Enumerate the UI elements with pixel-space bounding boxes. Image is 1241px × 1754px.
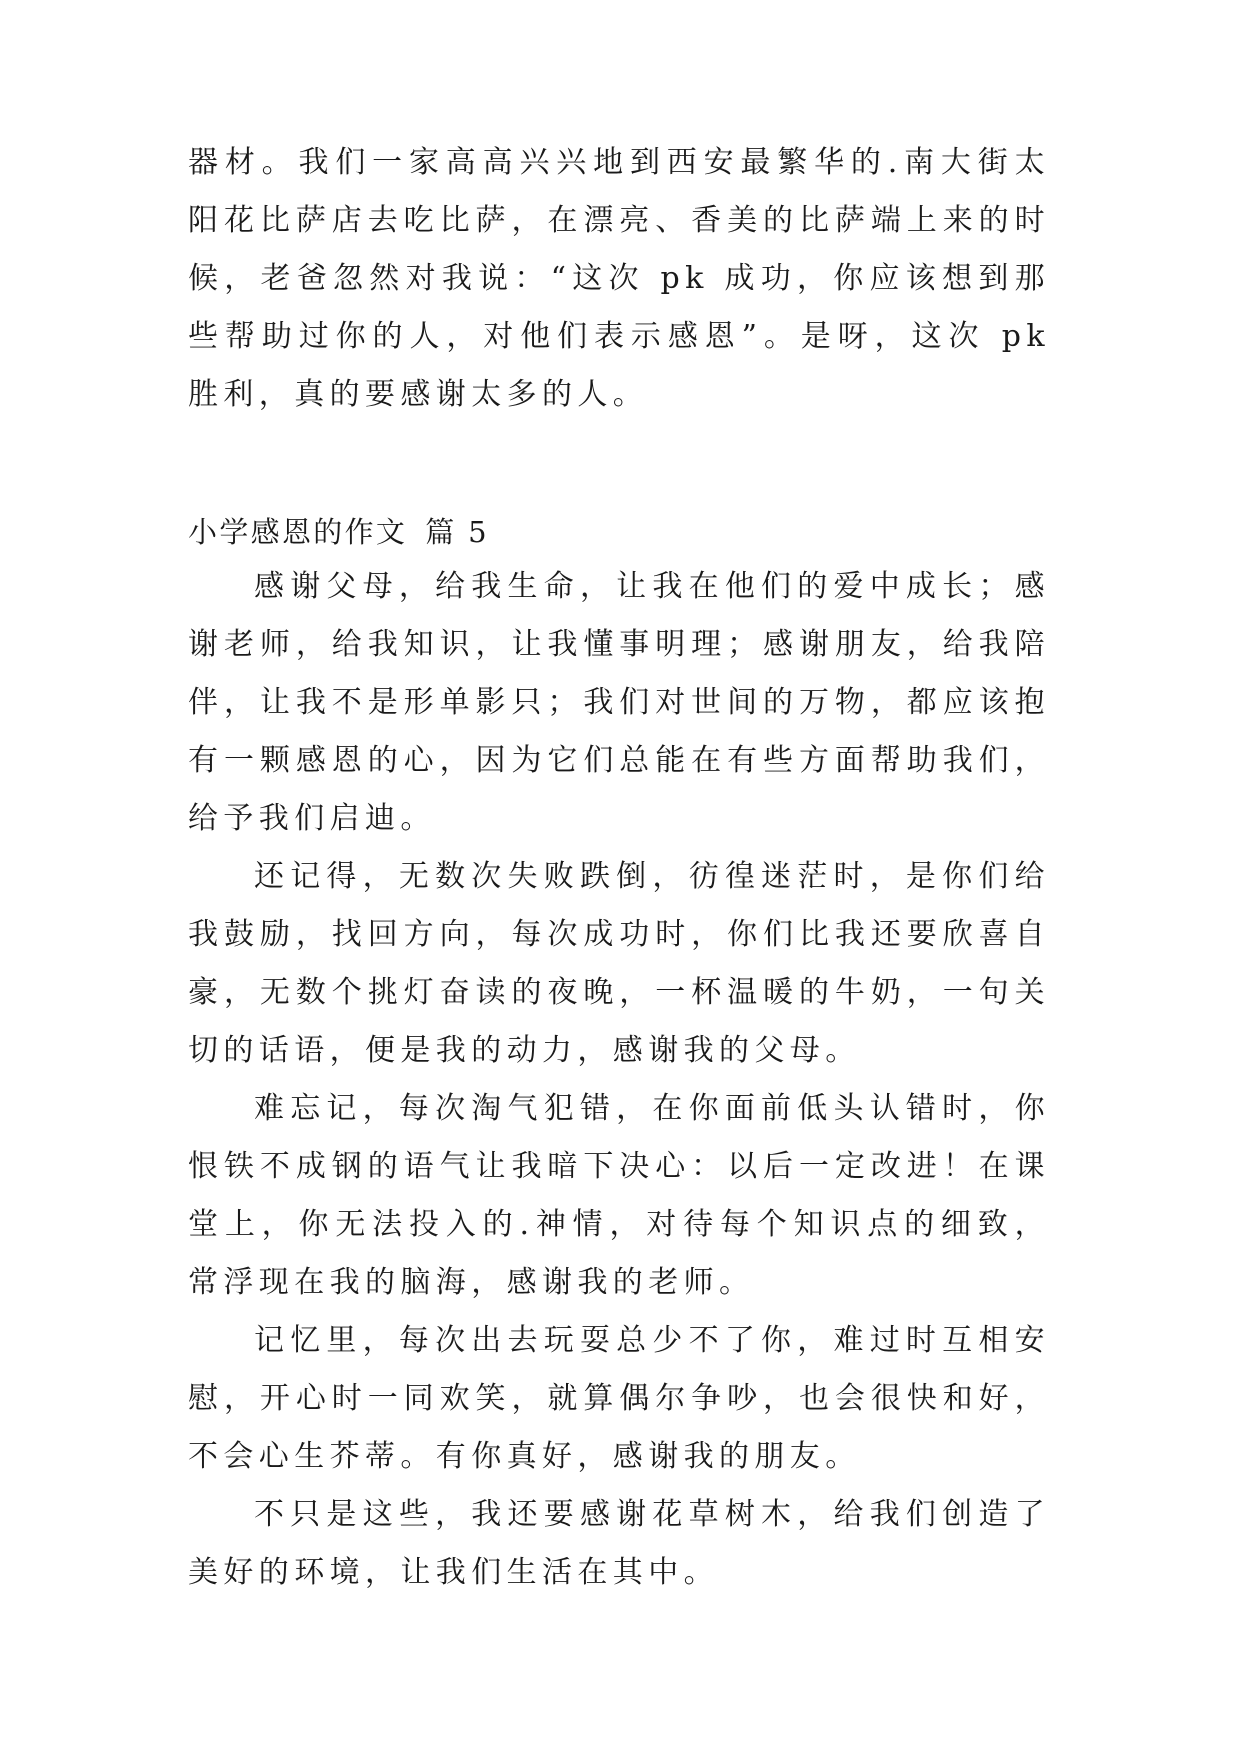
section-body xyxy=(188,500,1050,1602)
paragraph-1: 感谢父母，给我生命，让我在他们的爱中成长；感谢老师，给我知识，让我懂事明理；感谢朋友，给我陪伴，让我不是形单影只；我们对世间的万物，都应该抱有一颗感恩的心，因为它们总能在有些方面帮助我们，给予我们启迪。 xyxy=(188,569,1050,836)
section-label: 篇 5 xyxy=(425,515,489,549)
paragraph-3: 难忘记，每次淘气犯错，在你面前低头认错时，你恨铁不成钢的语气让我暗下决心：以后一定改进！在课堂上，你无法投入的.神情，对待每个知识点的细致，常浮现在我的脑海，感谢我的老师。 xyxy=(188,1091,1050,1300)
paragraph-5: 不只是这些，我还要感谢花草树木，给我们创造了美好的环境，让我们生活在其中。 xyxy=(188,1497,1050,1590)
continued-paragraph: 器材。我们一家高高兴兴地到西安最繁华的.南大街太阳花比萨店去吃比萨，在漂亮、香美的比萨端上来的时候，老爸忽然对我说：“这次 pk 成功，你应该想到那些帮助过你的人，对他们表示感恩”。是呀，这次 pk 胜利，真的要感谢太多的人。 xyxy=(188,145,1050,412)
paragraph-4: 记忆里，每次出去玩耍总少不了你，难过时互相安慰，开心时一同欢笑，就算偶尔争吵，也会很快和好，不会心生芥蒂。有你真好，感谢我的朋友。 xyxy=(188,1323,1050,1474)
paragraph-2: 还记得，无数次失败跌倒，彷徨迷茫时，是你们给我鼓励，找回方向，每次成功时，你们比我还要欣喜自豪，无数个挑灯奋读的夜晚，一杯温暖的牛奶，一句关切的话语，便是我的动力，感谢我的父母。 xyxy=(188,859,1050,1068)
continued-paragraph-block xyxy=(188,134,1050,424)
section-title: 小学感恩的作文 xyxy=(188,515,408,549)
